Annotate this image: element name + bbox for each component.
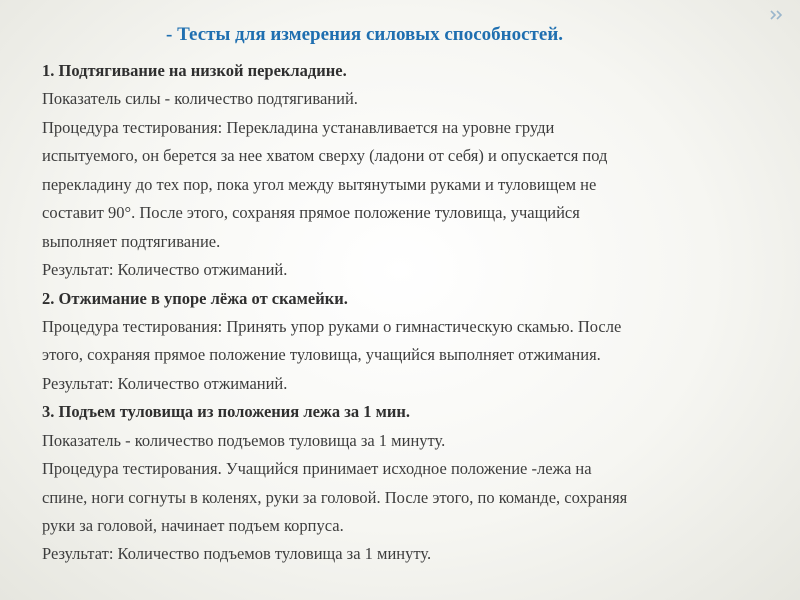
slide-body (42, 57, 782, 569)
body-line: этого, сохраняя прямое положение туловища, учащийся выполняет отжимания. (42, 345, 601, 365)
body-line: Показатель силы - количество подтягиваний. (42, 89, 358, 109)
result-line: Результат: Количество подъемов туловища за 1 минуту. (42, 544, 432, 564)
body-line: Процедура тестирования: Перекладина устанавливается на уровне груди (42, 117, 555, 137)
body-line: Показатель - количество подъемов туловища за 1 минуту. (42, 430, 446, 450)
body-line: спине, ноги согнуты в коленях, руки за головой. После этого, по команде, сохраняя (42, 487, 628, 507)
section-heading-2: 2. Отжимание в упоре лёжа от скамейки. (42, 288, 348, 308)
body-line: составит 90°. После этого, сохраняя прямое положение туловища, учащийся (42, 203, 580, 223)
body-line: перекладину до тех пор, пока угол между вытянутыми руками и туловищем не (42, 174, 597, 194)
body-line: руки за головой, начинает подъем корпуса. (42, 516, 344, 535)
body-line: Процедура тестирования: Принять упор руками о гимнастическую скамью. После (42, 316, 622, 336)
body-line: испытуемого, он берется за нее хватом сверху (ладони от себя) и опускается под (42, 146, 608, 166)
double-chevron-icon (770, 10, 786, 20)
section-heading-3: 3. Подъем туловища из положения лежа за 1 мин. (42, 402, 411, 422)
section-heading-1: 1. Подтягивание на низкой перекладине. (42, 61, 347, 80)
result-line: Результат: Количество отжиманий. (42, 373, 288, 393)
body-line: Процедура тестирования. Учащийся принимает исходное положение -лежа на (42, 459, 592, 479)
slide-title: - Тесты для измерения силовых способностей. (166, 24, 564, 45)
body-line: выполняет подтягивание. (42, 231, 221, 251)
result-line: Результат: Количество отжиманий. (42, 260, 288, 280)
